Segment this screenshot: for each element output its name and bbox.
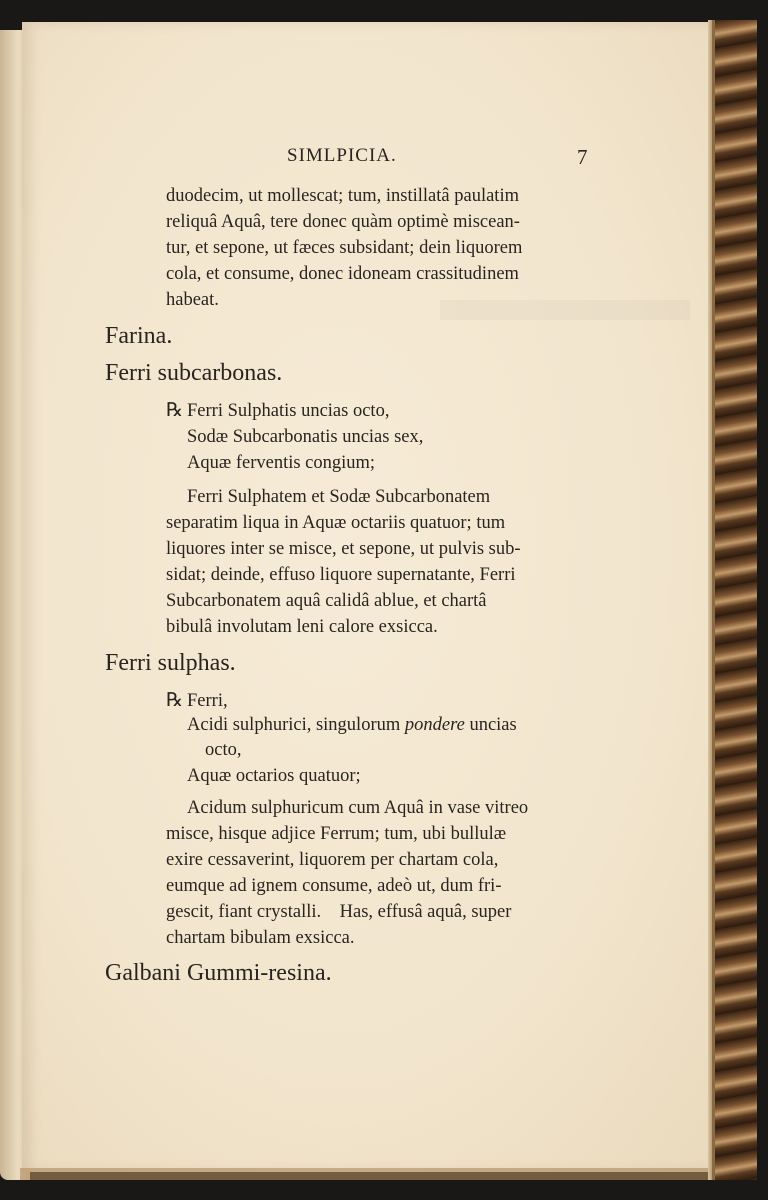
continuation-line: duodecim, ut mollescat; tum, instillatâ paulatim (166, 186, 519, 206)
entry-heading-ferri-sulphas: Ferri sulphas. (105, 650, 236, 676)
directions-line: Ferri Sulphatem et Sodæ Subcarbonatem (187, 487, 491, 507)
continuation-line: habeat. (166, 290, 219, 310)
recipe-line: Acidi sulphurici, singulorum pondere uncias (187, 715, 517, 735)
recipe-symbol-icon: ℞ (166, 690, 184, 711)
directions-line: sidat; deinde, effuso liquore supernatante, Ferri (166, 565, 516, 585)
recipe-line: Ferri Sulphatis uncias octo, (187, 401, 390, 421)
recipe-line: Ferri, (187, 691, 228, 711)
recipe-line: Aquæ ferventis congium; (187, 453, 376, 473)
directions-line: exire cessaverint, liquorem per chartam cola, (166, 850, 499, 870)
directions-line: chartam bibulam exsicca. (166, 928, 355, 948)
recipe-symbol-icon: ℞ (166, 400, 184, 421)
directions-line: separatim liqua in Aquæ octariis quatuor; tum (166, 513, 506, 533)
directions-line: misce, hisque adjice Ferrum; tum, ubi bullulæ (166, 824, 507, 844)
italic-word: pondere (404, 715, 465, 735)
recipe-line: octo, (205, 740, 242, 760)
entry-heading-galbani: Galbani Gummi-resina. (105, 960, 332, 986)
running-title: SIMLPICIA. (287, 145, 397, 166)
recipe-line: Aquæ octarios quatuor; (187, 766, 361, 786)
continuation-line: tur, et sepone, ut fæces subsidant; dein liquorem (166, 238, 523, 258)
continuation-line: cola, et consume, donec idoneam crassitudinem (166, 264, 519, 284)
page-bottom-edge (20, 1168, 740, 1180)
directions-line: eumque ad ignem consume, adeò ut, dum fri- (166, 876, 502, 896)
show-through-mark (440, 300, 690, 320)
directions-line: Subcarbonatem aquâ calidâ ablue, et chartâ (166, 591, 487, 611)
directions-line: liquores inter se misce, et sepone, ut pulvis sub- (166, 539, 521, 559)
entry-heading-farina: Farina. (105, 323, 173, 349)
directions-line: gescit, fiant crystalli. Has, effusâ aquâ, super (166, 902, 512, 922)
book-binding (712, 20, 757, 1180)
recipe-line: Sodæ Subcarbonatis uncias sex, (187, 427, 424, 447)
continuation-line: reliquâ Aquâ, tere donec quàm optimè miscean- (166, 212, 520, 232)
directions-line: bibulâ involutam leni calore exsicca. (166, 617, 438, 637)
page-number: 7 (577, 145, 589, 169)
entry-heading-ferri-subcarbonas: Ferri subcarbonas. (105, 360, 283, 386)
directions-line: Acidum sulphuricum cum Aquâ in vase vitreo (187, 798, 529, 818)
